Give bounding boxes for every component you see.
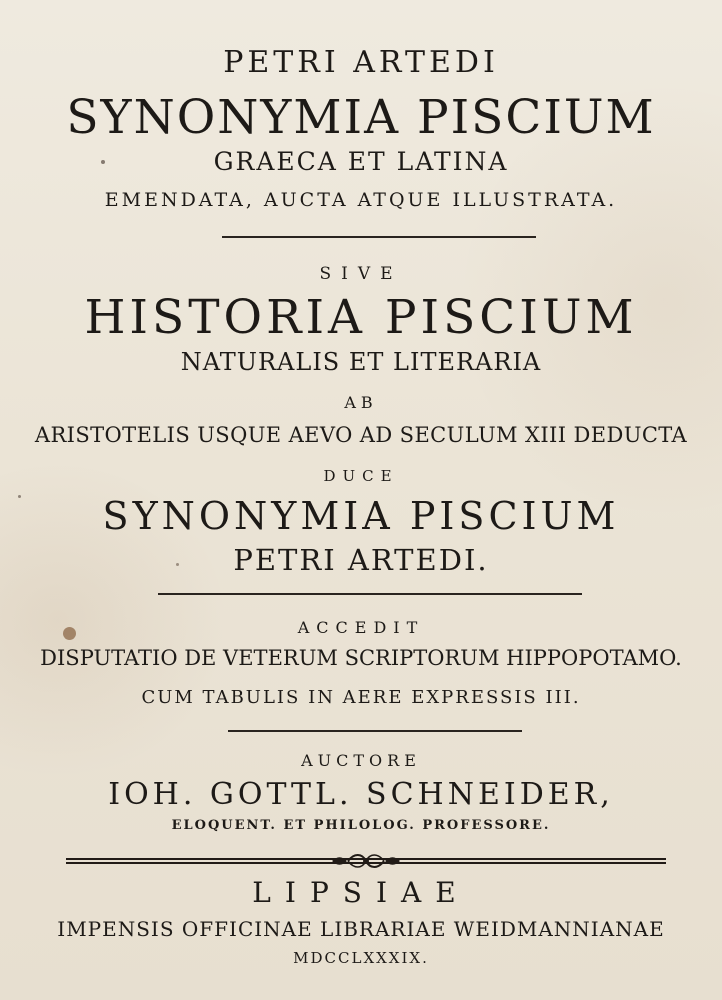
sive-line: SIVE [319,264,403,284]
synonymia-secondary-title: SYNONYMIA PISCIUM [102,494,620,538]
historia-title: HISTORIA PISCIUM [84,290,638,345]
decorative-ornament-icon [66,850,666,872]
author-name: IOH. GOTTL. SCHNEIDER, [108,777,614,812]
divider-rule [158,593,582,595]
author-top-line: PETRI ARTEDI [223,45,499,80]
divider-rule [228,730,522,732]
date-line: MDCCLXXXIX. [293,949,429,967]
printer-line: IMPENSIS OFFICINAE LIBRARIAE WEIDMANNIANAE [57,917,665,941]
duce-line: DUCE [323,467,399,485]
auctore-line: AUCTORE [301,751,421,770]
main-title: SYNONYMIA PISCIUM [66,90,656,145]
subtitle-greek-latin: GRAECA ET LATINA [213,147,509,176]
naturalis-line: NATURALIS ET LITERARIA [180,348,542,376]
divider-rule [222,236,536,238]
subtitle-emendata: EMENDATA, AUCTA ATQUE ILLUSTRATA. [104,189,618,211]
disputatio-line: DISPUTATIO DE VETERUM SCRIPTORUM HIPPOPOTAMO. [40,646,682,670]
ab-line: AB [344,393,378,412]
place-line: LIPSIAE [252,876,470,909]
aristotelis-line: ARISTOTELIS USQUE AEVO AD SECULUM XIII DEDUCTA [34,423,688,447]
professor-line: ELOQUENT. ET PHILOLOG. PROFESSORE. [171,818,551,833]
petri-artedi-secondary: PETRI ARTEDI. [233,543,489,577]
cum-tabulis-line: CUM TABULIS IN AERE EXPRESSIS III. [141,687,581,708]
accedit-line: ACCEDIT [297,618,425,637]
